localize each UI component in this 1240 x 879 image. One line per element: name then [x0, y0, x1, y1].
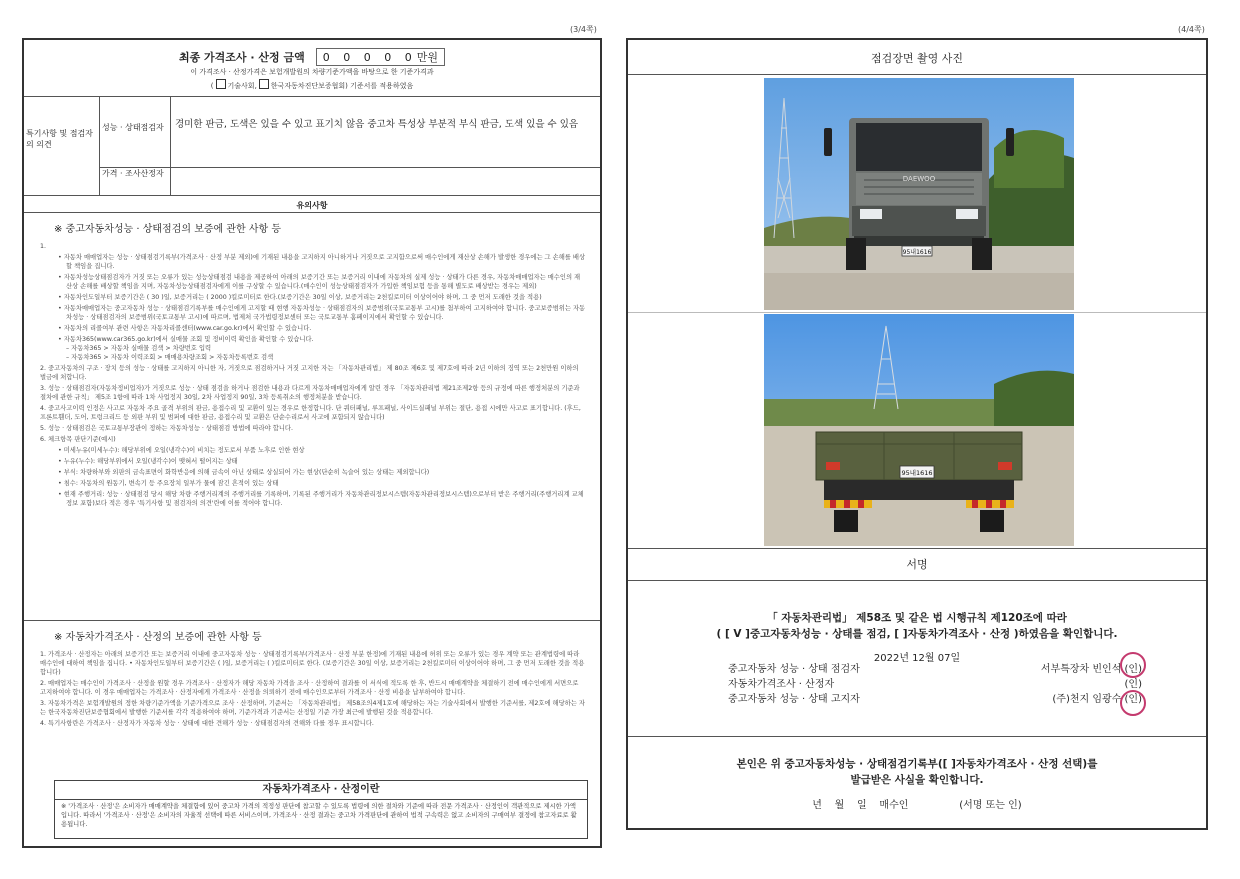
law-line1: 「 자동차관리법」 제58조 및 같은 법 시행규칙 제120조에 따라 — [767, 612, 1067, 624]
signer-name-notifier: (주)천지 임광수 (인) — [1052, 694, 1142, 705]
inspector-label: 성능 · 상태점검자 — [102, 123, 164, 132]
section1-item: • 자동차 매매업자는 성능 · 상태점검기록부(가격조사 · 산정 부분 제외)에 기재된 내용을 고지하지 아니하거나 거짓으로 고지함으로써 매수인에게 재산상 손해가 발생한 경우에는 그 손해를 배상할 책임을 집니다. — [58, 254, 586, 270]
appraiser-label: 가격 · 조사산정자 — [102, 169, 164, 178]
truck-rear-image — [764, 314, 1074, 546]
signer-roles — [728, 662, 860, 707]
final-amount-unit: 만원 — [416, 51, 439, 64]
section1-item: 2. 중고자동차의 구조 · 장치 등의 성능 · 상태를 고지하지 아니한 자, 거짓으로 점검하거나 거짓 고지한 자는 「자동차관리법」 제 80조 제6호 및 제7호에 따라 2년 이하의 징역 또는 2천만원 이하의 벌금에 처합니다. — [40, 365, 579, 381]
section1-item: 3. 성능 · 상태점검자(자동차정비업자)가 거짓으로 성능 · 상태 점검을 하거나 점검한 내용과 다르게 자동차매매업자에게 알린 경우 「자동차관리법 제21조제2항 등의 규정에 따른 행정처분의 기준과 절차에 관한 규칙」 제5조 1항에 따라 1차 사업정지 30일, 2차 사업정지 90일, 3차 등록취소의 행정처분을 받습니다. — [40, 385, 580, 401]
signer-role-inspector: 중고자동차 성능 · 상태 점검자 — [728, 664, 860, 675]
section2-item: 1. 가격조사 · 산정자는 아래의 보증기간 또는 보증거리 이내에 중고자동차 성능 · 상태점검기록부(가격조사 · 산정 부분 한정)에 기재된 내용에 허위 또는 오류가 있는 경우 계약 또는 관계법령에 따라 매수인에 대하여 책임을 집니다. • 자동차인도일부터 보증기간은 ( )일, 보증거리는 ( )킬로미터로 한다. (보증기간은 30일 이상, 보증거리는 2천킬로미터 이상이어야 하며, 그 중 먼저 도래한 것을 적용합니다) — [40, 651, 585, 676]
section1-item: • 자동차365(www.car365.go.kr)에서 실매물 조회 및 정비이력 확인을 확인할 수 있습니다. — [58, 336, 314, 343]
opinion-label: 특기사항 및 점검자의 의견 — [26, 129, 93, 149]
inspection-photo-front — [764, 78, 1074, 310]
seal-stamp-icon — [1120, 690, 1146, 716]
section1-item: • 미세누유(미세누수): 해당부위에 오일(냉각수)이 비치는 정도로서 부품 노후로 인한 현상 — [58, 447, 305, 454]
final-amount-title: 최종 가격조사 · 산정 금액 — [178, 51, 305, 64]
photo-section-title: 점검장면 촬영 사진 — [870, 52, 963, 65]
signer-role-notifier: 중고자동차 성능 · 상태 고지자 — [728, 694, 860, 705]
section1-item: – 자동차365 > 자동차 실매물 검색 > 차량번호 입력 — [66, 345, 212, 352]
final-amount-row — [24, 46, 600, 66]
final-basis-line2: ( 기술사회, 한국자동차진단보증협회) 기준서를 적용하였음 — [24, 79, 600, 91]
section1-item: • 자동차성능상태점검자가 거짓 또는 오류가 있는 성능상태점검 내용을 제공하여 아래의 보증기간 또는 보증거리 이내에 자동차의 실제 성능 · 상태가 다른 경우, 자동차매매업자는 매수인의 재산상 손해를 배상할 책임을 지며, 자동차성능상태점검자에게 이를 구상할 수 있습니다.(매수인이 성능상태점검자가 가입한 책임보험 등을 통해 별도로 배상받는 경우는 제외) — [58, 274, 581, 290]
page-number-right: (4/4쪽) — [1178, 25, 1205, 34]
section2-item: 2. 매매업자는 매수인이 가격조사 · 산정을 원할 경우 가격조사 · 산정자가 해당 자동차 가격을 조사 · 산정하여 결과를 이 서식에 적도록 한 후, 반드시 매매계약을 체결하기 전에 매수인에게 서면으로 고지하여야 합니다. 이 경우 매매업자는 가격조사 · 산정자에게 가격조사 · 산정을 의뢰하기 전에 매수인으로부터 가격조사 · 산정 비용을 납부하여야 합니다. — [40, 680, 579, 696]
section2-item: 3. 자동차가격은 보험개발원의 정한 차량기준가액을 기준가격으로 조사 · 산정하며, 기준서는 「자동차관리법」 제58조의4제1호에 해당하는 자는 기술사회에서 발행한 기준서를, 제2호에 해당하는 자는 한국자동차진단보증협회에서 발행한 기준서를 각각 적용하여야 하며, 기준가격과 기준서는 산정일 기준 가장 최근에 발행된 것을 적용합니다. — [40, 700, 585, 716]
section1-title: ※ 중고자동차성능 · 상태점검의 보증에 관한 사항 등 — [54, 224, 282, 235]
section1-item: • 현재 주행거리: 성능 · 상태점검 당시 해당 차량 주행거리계의 주행거리를 기록하며, 기록된 주행거리가 자동차관리정보시스템(자동차관리정보시스템)으로부터 받은 주행거리(주행거리계 교체 정보 포함)보다 적은 경우 '특기사항 및 점검자의 의견'란에 이를 적어야 합니다. — [58, 491, 584, 507]
checkbox-technician[interactable] — [216, 79, 226, 89]
final-basis-line1: 이 가격조사 · 산정가격은 보험개발원의 차량기준가액을 바탕으로 한 기준가격과 — [190, 68, 434, 76]
checkbox-association[interactable] — [259, 79, 269, 89]
section1-item: 5. 성능 · 상태점검은 국토교통부장관이 정하는 자동차성능 · 상태점검 방법에 따라야 합니다. — [40, 425, 294, 432]
basis-option-technician: 기술사회 — [227, 82, 255, 90]
section1-item: 4. 중고사고이력 인정은 사고로 자동차 주요 골격 부위의 판금, 용접수리 및 교환이 있는 경우로 한정합니다. 단 쿼터패널, 루프패널, 사이드실패널 부위는 절단, 용접 시에만 사고로 표기합니다. (후드, 프론트휀더, 도어, 트렁크리드 등 외판 부위 및 범퍼에 대한 판금, 용접수리 및 교환은 단순수리로서 사고에 포함되지 않습니다) — [40, 405, 581, 421]
inspector-opinion-text: 경미한 판금, 도색은 있을 수 있고 표기치 않음 중고차 특성상 부분적 부식 판금, 도색 있을 수 있음 — [175, 119, 579, 130]
section1-item: • 자동차인도일부터 보증기간은 ( 30 )일, 보증거리는 ( 2000 )킬로미터로 한다.(보증기간은 30일 이상, 보증거리는 2천킬로미터 이상이어야 하며, 그 중 먼저 도래한 것을 적용) — [58, 294, 542, 301]
section1-item: • 침수: 자동차의 원동기, 변속기 등 주요장치 일부가 물에 잠긴 흔적이 있는 상태 — [58, 480, 279, 487]
truck-brand-text: DAEWOO — [902, 175, 936, 183]
definition-title: 자동차가격조사 · 산정이란 — [262, 784, 380, 795]
rear-plate-text: 95내1616 — [901, 469, 933, 477]
truck-front-image — [764, 78, 1074, 310]
basis-open-paren: ( — [210, 82, 214, 90]
section1-item: – 자동차365 > 자동차 이력조회 > 매매용차량조회 > 자동차등록번호 검색 — [66, 354, 274, 361]
seal-stamp-icon — [1120, 652, 1146, 678]
section1-list — [40, 242, 586, 510]
basis-option-association: 한국자동차진단보증협회) 기준서를 적용하였음 — [270, 82, 414, 90]
front-plate-text: 95내1616 — [902, 249, 932, 256]
section1-item: 6. 체크항목 판단기준(예시) — [40, 436, 116, 443]
right-page — [626, 38, 1208, 830]
buyer-line2: 발급받은 사실을 확인합니다. — [850, 774, 984, 786]
signer-role-appraiser: 자동차가격조사 · 산정자 — [728, 679, 835, 690]
final-amount-box — [316, 48, 445, 66]
section2-title: ※ 자동차가격조사 · 산정의 보증에 관한 사항 등 — [54, 632, 262, 643]
notice-title: 유의사항 — [296, 201, 328, 210]
law-line2: ( [ V ]중고자동차성능 · 상태를 점검, [ ]자동차가격조사 · 산정 )하였음을 확인합니다. — [716, 628, 1118, 640]
final-amount-digits: 0 0 0 0 0 — [322, 51, 417, 64]
signer-name-appraiser: (인) — [1124, 679, 1142, 690]
section1-item: • 자동차매매업자는 중고자동차 성능 · 상태점검기록부를 매수인에게 고지할 때 현행 자동차성능 · 상태점검자의 보증범위(국토교통부 고시)를 첨부하여 고지하여야 합니다. 중고보증범위는 자동차성능 · 상태점검자의 보증범위(국토교통부 고시)에 따르며, 법제처 국가법령정보센터 또는 국토교통부 홈페이지에서 확인할 수 있습니다. — [58, 305, 586, 321]
buyer-date-line: 년 월 일 매수인 (서명 또는 인) — [812, 800, 1022, 811]
page-number-left: (3/4쪽) — [570, 25, 597, 34]
sign-date: 2022년 12월 07일 — [873, 653, 961, 664]
left-page — [22, 38, 602, 848]
section2-list — [40, 650, 586, 730]
section1-item: • 자동차의 리콜여부 관련 사항은 자동차리콜센터(www.car.go.kr)에서 확인할 수 있습니다. — [58, 325, 312, 332]
signature-section-title: 서명 — [906, 558, 928, 571]
section1-item: 1. — [40, 243, 47, 250]
definition-title-box — [54, 780, 588, 800]
section1-item: • 부식: 차량하부와 외판의 금속표면이 화학반응에 의해 금속이 아닌 상태로 상실되어 가는 현상(단순히 녹슬어 있는 상태는 제외합니다) — [58, 469, 430, 476]
section1-item: • 누유(누수): 해당부위에서 오일(냉각수)이 맺혀서 떨어지는 상태 — [58, 458, 238, 465]
section2-item: 4. 특기사항란은 가격조사 · 산정자가 자동차 성능 · 상태에 대한 견해가 성능 · 상태점검자의 견해와 다를 경우 표시합니다. — [40, 720, 374, 727]
inspection-photo-rear — [764, 314, 1074, 546]
definition-box — [54, 799, 588, 839]
buyer-line1: 본인은 위 중고자동차성능 · 상태점검기록부([ ]자동차가격조사 · 산정 선택)를 — [736, 758, 1098, 770]
signer-name-inspector: 서부특장차 빈인석 (인) — [1040, 664, 1142, 675]
definition-text: ※ '가격조사 · 산정'은 소비자가 매매계약을 체결함에 있어 중고차 가격의 적정성 판단에 참고할 수 있도록 법령에 의한 절차와 기준에 따라 전문 가격조사 · 산정인이 객관적으로 제시한 가액입니다. 따라서 '가격조사 · 산정'은 소비자의 자율적 선택에 따른 서비스이며, 가격조사 · 산정 결과는 중고차 가격판단에 관하여 법적 구속력은 없고 소비자의 구매여부 결정에 참고자료로 활용됩니다. — [61, 803, 577, 828]
